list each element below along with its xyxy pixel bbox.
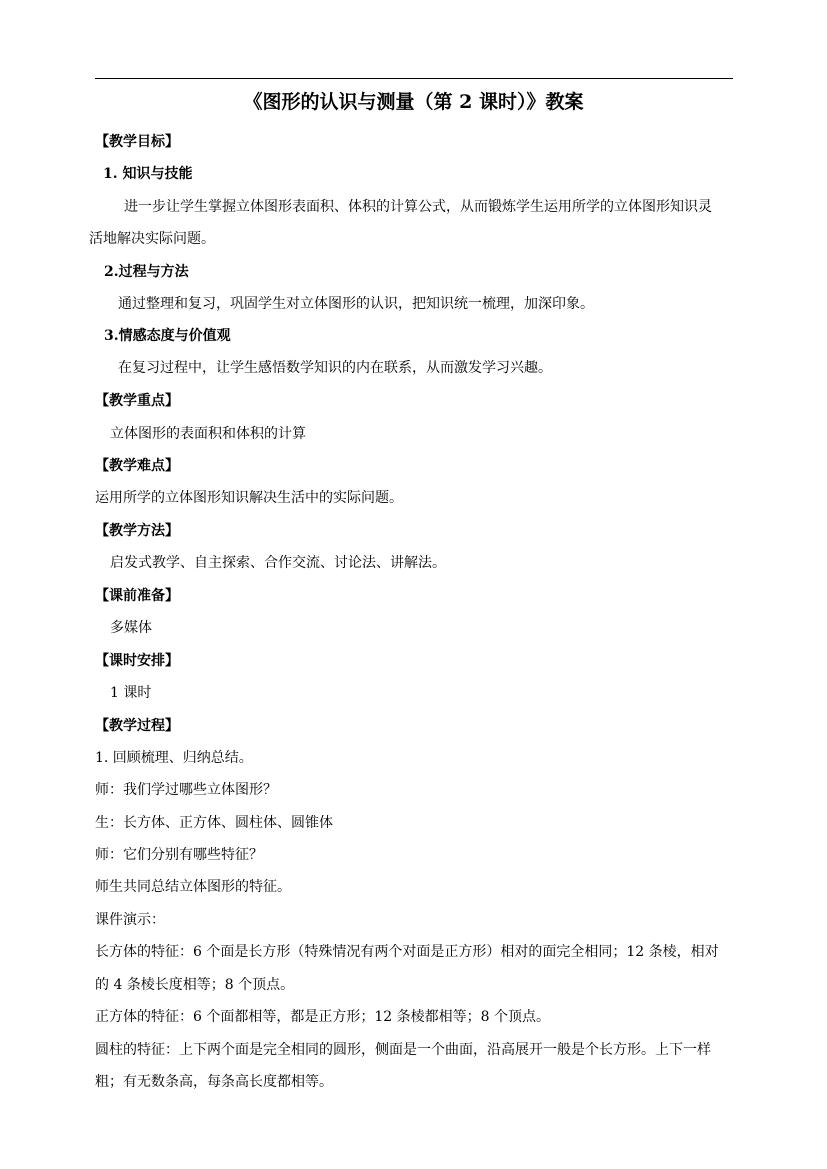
key-point-heading: 【教学重点】 bbox=[95, 393, 179, 409]
process-line: 粗；有无数条高，每条高长度都相等。 bbox=[95, 1074, 333, 1090]
difficulty-heading: 【教学难点】 bbox=[95, 458, 179, 474]
objectives-heading: 【教学目标】 bbox=[95, 134, 179, 150]
knowledge-text-line1: 进一步让学生掌握立体图形表面积、体积的计算公式，从而锻炼学生运用所学的立体图形知识灵 bbox=[124, 199, 712, 215]
schedule-text: 1 课时 bbox=[110, 685, 152, 701]
difficulty-text: 运用所学的立体图形知识解决生活中的实际问题。 bbox=[95, 490, 403, 506]
knowledge-heading: 1. 知识与技能 bbox=[103, 166, 193, 182]
teaching-process-heading: 【教学过程】 bbox=[95, 718, 179, 734]
process-line: 圆柱的特征：上下两个面是完全相同的圆形，侧面是一个曲面，沿高展开一般是个长方形。上下一样 bbox=[95, 1042, 711, 1058]
process-line: 生：长方体、正方体、圆柱体、圆锥体 bbox=[95, 815, 333, 831]
emotion-heading: 3.情感态度与价值观 bbox=[104, 328, 231, 344]
process-line: 长方体的特征：6 个面是长方形（特殊情况有两个对面是正方形）相对的面完全相同；12 条棱，相对 bbox=[95, 944, 719, 960]
preparation-text: 多媒体 bbox=[110, 620, 152, 636]
process-line: 1. 回顾梳理、归纳总结。 bbox=[95, 750, 253, 766]
process-line: 课件演示： bbox=[95, 912, 165, 928]
document-title: 《图形的认识与测量（第 2 课时）》教案 bbox=[243, 91, 584, 113]
header-rule bbox=[95, 78, 733, 79]
process-line: 正方体的特征：6 个面都相等，都是正方形；12 条棱都相等；8 个顶点。 bbox=[95, 1009, 550, 1025]
methods-heading: 【教学方法】 bbox=[95, 523, 179, 539]
process-line: 师：它们分别有哪些特征？ bbox=[95, 847, 263, 863]
process-text: 通过整理和复习，巩固学生对立体图形的认识，把知识统一梳理，加深印象。 bbox=[118, 296, 594, 312]
knowledge-text-line2: 活地解决实际问题。 bbox=[89, 231, 215, 247]
schedule-heading: 【课时安排】 bbox=[95, 653, 179, 669]
process-heading: 2.过程与方法 bbox=[104, 264, 189, 280]
preparation-heading: 【课前准备】 bbox=[95, 588, 179, 604]
process-line: 师生共同总结立体图形的特征。 bbox=[95, 879, 291, 895]
process-line: 师：我们学过哪些立体图形？ bbox=[95, 782, 277, 798]
emotion-text: 在复习过程中，让学生感悟数学知识的内在联系，从而激发学习兴趣。 bbox=[118, 360, 552, 376]
key-point-text: 立体图形的表面积和体积的计算 bbox=[110, 426, 306, 442]
process-line: 的 4 条棱长度相等；8 个顶点。 bbox=[95, 977, 295, 993]
methods-text: 启发式教学、自主探索、合作交流、讨论法、讲解法。 bbox=[110, 555, 446, 571]
